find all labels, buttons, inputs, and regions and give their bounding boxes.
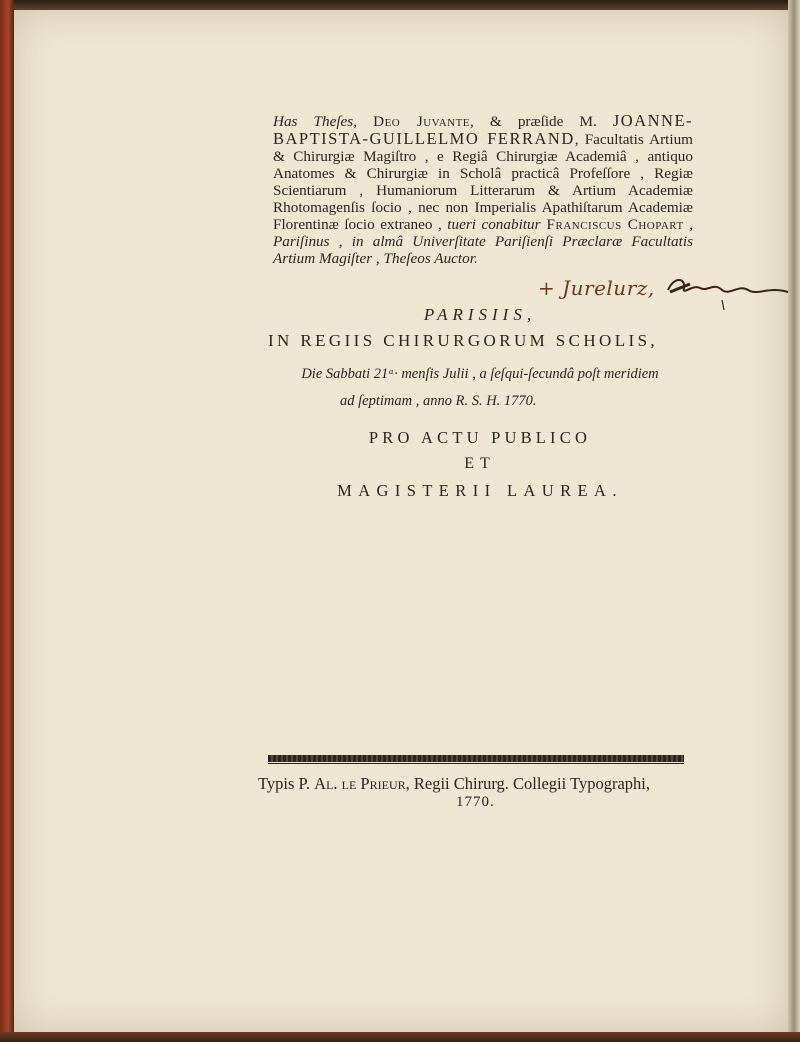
place-schools: IN REGIIS CHIRURGORUM SCHOLIS, (268, 331, 659, 350)
handwritten-signature-flourish (660, 270, 790, 310)
page-top-edge (0, 0, 800, 10)
printer-name: Al. le Prieur (314, 774, 406, 793)
ornamental-rule (268, 755, 684, 762)
magisterii-laurea: MAGISTERII LAUREA. (337, 481, 623, 500)
place-city: PARISIIS, (423, 305, 537, 324)
printer-title: , Regii Chirurg. Collegii Typographi, (405, 774, 650, 793)
actus-publico: PRO ACTU PUBLICO (368, 428, 592, 447)
date-line-1: Die Sabbati 21ᵃ· menſis Julii , a ſeſqui-ſecundâ poſt meridiem (301, 366, 659, 382)
tueri-conabitur: tueri conabitur (447, 216, 541, 233)
thin-rule (268, 763, 684, 764)
page-bottom-edge (0, 1032, 800, 1042)
book-spine-edge (0, 0, 14, 1042)
thesis-praeside: , & præſide M. (470, 113, 613, 130)
printer-imprint (258, 774, 698, 794)
praeses-titles: , Facultatis Artium & Chirurgiæ Magiſtro , e Regiâ Chirurgiæ Academiâ , antiquo Anatomes & Chirurgiæ in Scholâ practicâ Profeſſore , Regiæ Scientiarum , Humaniorum Litterarum & Artium Academiæ Rhotomagenſis ſocio , nec non Imperialis Apathiſtarum Academiæ Florentinæ ſocio extraneo , (273, 131, 693, 233)
author-name: Franciscus Chopart (540, 216, 684, 233)
praeses-name: JOANNE-BAPTISTA-GUILLELMO FERRAND (273, 111, 694, 148)
thesis-sep: , (353, 113, 374, 130)
author-description: Pariſinus , in almâ Univerſitate Pariſienſi Præclaræ Facultatis Artium Magiſter , Theſeos Auctor. (273, 233, 693, 267)
imprint-year: 1770. (456, 794, 495, 810)
thesis-paragraph (273, 112, 693, 267)
handwritten-annotation: + Jurelurz, (538, 276, 655, 300)
thesis-opening: Has Theſes (273, 113, 354, 130)
actus-et: ET (464, 455, 496, 472)
deo-juvante: Deo Juvante (373, 113, 471, 130)
date-line-2: ad ſeptimam , anno R. S. H. 1770. (340, 393, 537, 409)
imprint-typis: Typis P. (258, 774, 315, 793)
page-right-edge (788, 0, 800, 1042)
thesis-sep2: , (683, 216, 694, 233)
